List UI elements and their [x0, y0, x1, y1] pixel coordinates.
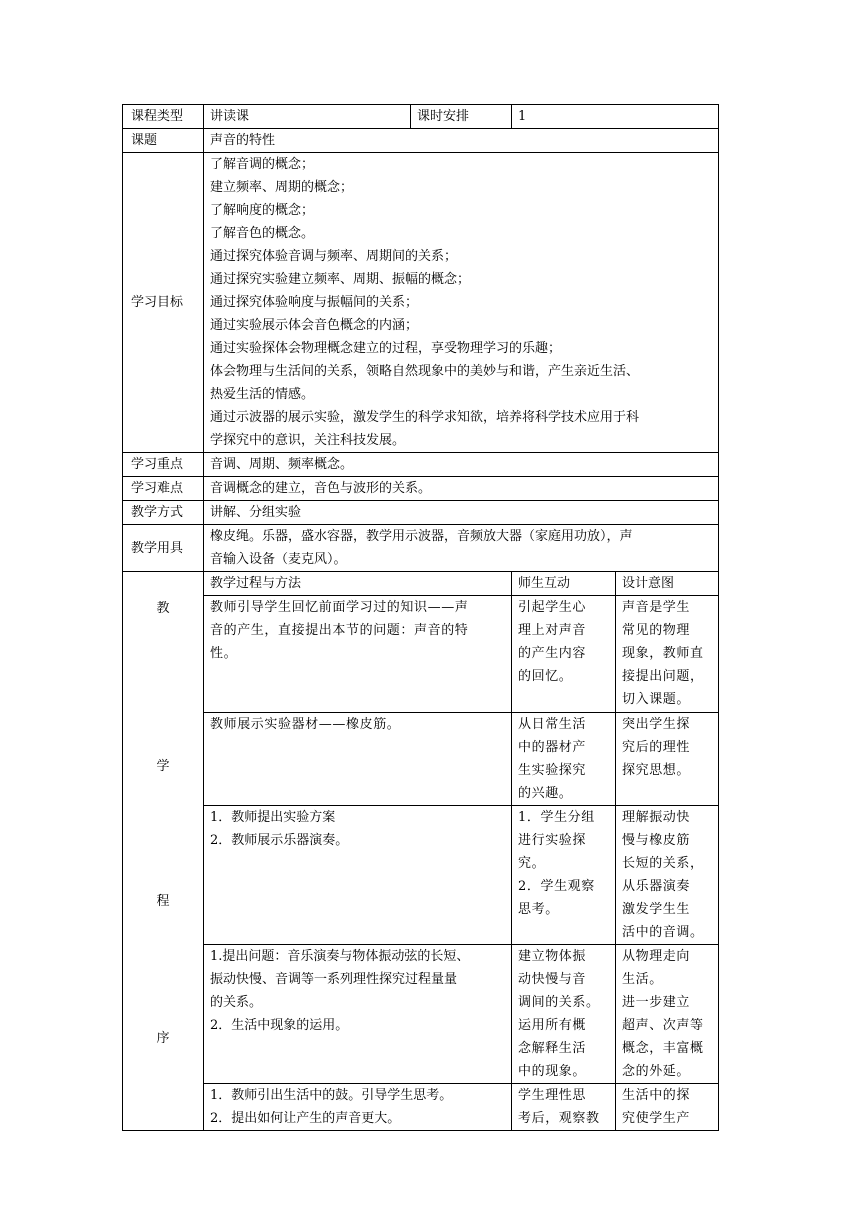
tools-line: 橡皮绳。乐器，盛水容器，教学用示波器，音频放大器（家庭用功放），声: [210, 529, 633, 544]
process-header-row: [123, 572, 719, 596]
text-line: 究使学生产: [622, 1111, 691, 1126]
schedule-label: 课时安排: [411, 105, 512, 129]
text-line: 生实验探究: [518, 763, 587, 778]
course-type-label: 课程类型: [123, 105, 204, 129]
lesson-plan: [122, 104, 718, 1131]
text-line: 2．教师展示乐器演奏。: [210, 833, 349, 848]
objective-item: 通过实验探体会物理概念建立的过程，享受物理学习的乐趣；: [210, 341, 562, 356]
text-line: 的关系。: [210, 995, 263, 1010]
course-type-row: [123, 105, 719, 129]
text-line: 考后，观察教: [518, 1111, 600, 1126]
tools-value: [204, 525, 719, 572]
text-line: 中的器材产: [518, 740, 587, 755]
text-line: 理上对声音: [518, 623, 587, 638]
topic-row: [123, 129, 719, 153]
text-line: 2．生活中现象的运用。: [210, 1018, 349, 1033]
objective-item: 通过探究体验音调与频率、周期间的关系；: [210, 249, 458, 264]
tools-line: 音输入设备（麦克风）。: [210, 552, 347, 567]
process-method-cell: [204, 596, 512, 713]
text-line: 究后的理性: [622, 740, 691, 755]
objective-item: 热爱生活的情感。: [210, 387, 315, 402]
objective-item: 了解音色的概念。: [210, 226, 315, 241]
process-method-cell: [204, 945, 512, 1084]
text-line: 动快慢与音: [518, 972, 587, 987]
process-method-cell: [204, 713, 512, 806]
process-intent-cell: [616, 945, 719, 1084]
process-intent-cell: [616, 596, 719, 713]
text-line: 超声、次声等: [622, 1018, 704, 1033]
text-line: 常见的物理: [622, 623, 691, 638]
text-line: 现象，教师直: [622, 646, 704, 661]
process-interaction-cell: [512, 1084, 616, 1131]
difficulties-label: 学习难点: [123, 477, 204, 501]
text-line: 性。: [210, 646, 238, 661]
key-points-value: 音调、周期、频率概念。: [204, 453, 719, 477]
objective-item: 通过实验展示体会音色概念的内涵；: [210, 318, 419, 333]
text-line: 进行实验探: [518, 833, 587, 848]
objective-item: 了解音调的概念；: [210, 157, 315, 172]
text-line: 的产生内容: [518, 646, 587, 661]
text-line: 1．教师提出实验方案: [210, 810, 336, 825]
text-line: 慢与橡皮筋: [622, 833, 691, 848]
objective-item: 了解响度的概念；: [210, 203, 315, 218]
process-header-intent: 设计意图: [616, 572, 719, 596]
difficulties-value: 音调概念的建立，音色与波形的关系。: [204, 477, 719, 501]
process-interaction-cell: [512, 945, 616, 1084]
process-interaction-cell: [512, 596, 616, 713]
text-line: 1．教师引出生活中的鼓。引导学生思考。: [210, 1088, 453, 1103]
key-points-row: [123, 453, 719, 477]
course-type-value: 讲读课: [204, 105, 411, 129]
text-line: 声音是学生: [622, 600, 691, 615]
text-line: 念解释生活: [518, 1041, 587, 1056]
text-line: 长短的关系，: [622, 856, 704, 871]
text-line: 中的现象。: [518, 1064, 587, 1079]
objective-item: 通过探究实验建立频率、周期、振幅的概念；: [210, 272, 471, 287]
process-header-interaction: 师生互动: [512, 572, 616, 596]
process-row: [123, 1084, 719, 1131]
tools-label: 教学用具: [123, 525, 204, 572]
text-line: 进一步建立: [622, 995, 691, 1010]
text-line: 从日常生活: [518, 717, 587, 732]
text-line: 2．提出如何让产生的声音更大。: [210, 1111, 401, 1126]
process-row: [123, 806, 719, 945]
text-line: 1．学生分组: [518, 810, 595, 825]
text-line: 究。: [518, 856, 546, 871]
process-method-cell: [204, 1084, 512, 1131]
text-line: 从物理走向: [622, 949, 691, 964]
objective-item: 体会物理与生活间的关系，领略自然现象中的美妙与和谐，产生亲近生活、: [210, 364, 640, 379]
text-line: 的兴趣。: [518, 786, 573, 801]
text-line: 振动快慢、音调等一系列理性探究过程量量: [210, 972, 458, 987]
process-interaction-cell: [512, 713, 616, 806]
text-line: 教师展示实验器材——橡皮筋。: [210, 717, 401, 732]
text-line: 突出学生探: [622, 717, 691, 732]
text-line: 的回忆。: [518, 669, 573, 684]
text-line: 调间的关系。: [518, 995, 600, 1010]
process-row: [123, 713, 719, 806]
process-intent-cell: [616, 806, 719, 945]
method-value: 讲解、分组实验: [204, 501, 719, 525]
process-header-method: 教学过程与方法: [204, 572, 512, 596]
difficulties-row: [123, 477, 719, 501]
text-line: 激发学生生: [622, 902, 691, 917]
process-method-cell: [204, 806, 512, 945]
text-line: 探究思想。: [622, 763, 691, 778]
text-line: 从乐器演奏: [622, 879, 691, 894]
objectives-list: [204, 153, 719, 453]
topic-label: 课题: [123, 129, 204, 153]
process-row: [123, 596, 719, 713]
text-line: 活中的音调。: [622, 925, 704, 940]
process-row: [123, 945, 719, 1084]
process-interaction-cell: [512, 806, 616, 945]
text-line: 理解振动快: [622, 810, 691, 825]
tools-row: [123, 525, 719, 572]
process-intent-cell: [616, 1084, 719, 1131]
process-label-char: 程: [156, 894, 170, 909]
text-line: 切入课题。: [622, 692, 691, 707]
process-label-char: 序: [156, 1031, 170, 1046]
text-line: 学生理性思: [518, 1088, 587, 1103]
text-line: 音的产生，直接提出本节的问题：声音的特: [210, 623, 469, 638]
text-line: 思考。: [518, 902, 559, 917]
text-line: 念的外延。: [622, 1064, 691, 1079]
schedule-value: 1: [512, 105, 719, 129]
text-line: 建立物体振: [518, 949, 587, 964]
text-line: 1.提出问题：音乐演奏与物体振动弦的长短、: [210, 949, 470, 964]
text-line: 引起学生心: [518, 600, 587, 615]
text-line: 生活。: [622, 972, 663, 987]
objective-item: 通过示波器的展示实验，激发学生的科学求知欲，培养将科学技术应用于科: [210, 410, 640, 425]
text-line: 概念，丰富概: [622, 1041, 704, 1056]
key-points-label: 学习重点: [123, 453, 204, 477]
objective-item: 建立频率、周期的概念；: [210, 180, 354, 195]
objectives-row: [123, 153, 719, 453]
text-line: 教师引导学生回忆前面学习过的知识——声: [210, 600, 469, 615]
text-line: 接提出问题，: [622, 669, 704, 684]
process-label-char: 教: [156, 601, 170, 616]
process-intent-cell: [616, 713, 719, 806]
lesson-plan-table: [122, 104, 719, 1131]
method-row: [123, 501, 719, 525]
text-line: 2．学生观察: [518, 879, 595, 894]
objectives-label: 学习目标: [123, 153, 204, 453]
objective-item: 学探究中的意识，关注科技发展。: [210, 433, 406, 448]
topic-value: 声音的特性: [204, 129, 719, 153]
objective-item: 通过探究体验响度与振幅间的关系；: [210, 295, 419, 310]
text-line: 生活中的探: [622, 1088, 691, 1103]
process-label: [123, 572, 204, 1131]
text-line: 运用所有概: [518, 1018, 587, 1033]
method-label: 教学方式: [123, 501, 204, 525]
process-label-char: 学: [156, 759, 170, 774]
